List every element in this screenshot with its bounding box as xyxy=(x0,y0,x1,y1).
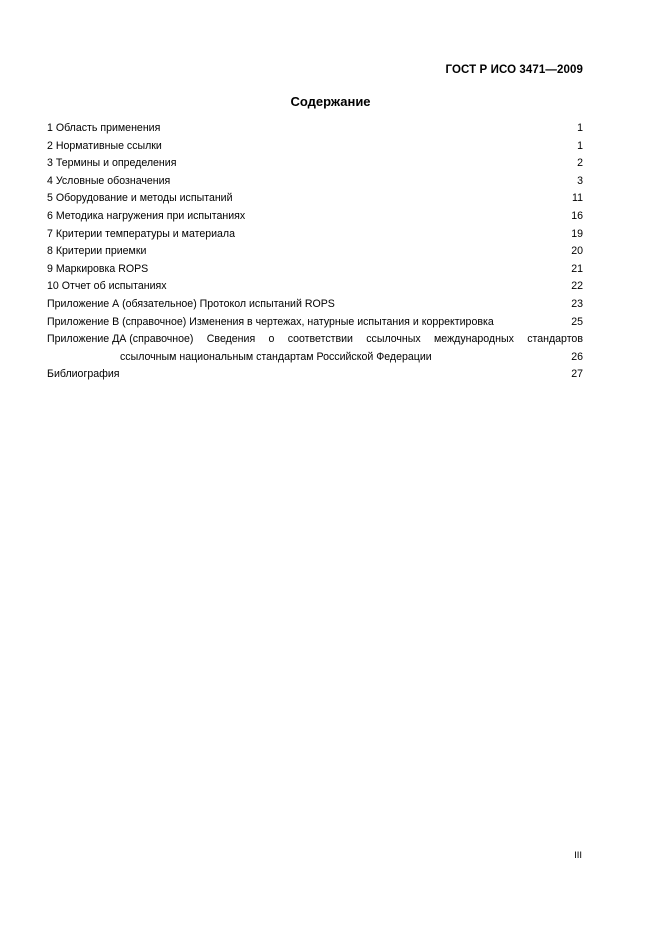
toc-entry-label: Библиография xyxy=(47,368,120,381)
toc-word: Сведения xyxy=(206,333,256,346)
toc-entry-label: 8 Критерии приемки xyxy=(47,245,147,258)
toc-entry-symbols[interactable] xyxy=(47,173,583,191)
toc-word: соответствии xyxy=(287,333,353,346)
toc-entry-page: 26 xyxy=(571,350,583,363)
toc-entry-scope[interactable] xyxy=(47,120,583,138)
toc-word: Приложение ДА (справочное) xyxy=(47,333,194,346)
toc-entry-page: 27 xyxy=(571,368,583,381)
toc-entry-loading-procedure[interactable] xyxy=(47,208,583,226)
toc-entry-page: 21 xyxy=(571,262,583,275)
toc-entry-normative-references[interactable] xyxy=(47,138,583,156)
document-code: ГОСТ Р ИСО 3471—2009 xyxy=(445,64,583,76)
toc-entry-marking[interactable] xyxy=(47,261,583,279)
toc-word: стандартов xyxy=(527,333,583,346)
page-number: III xyxy=(574,850,582,861)
toc-entry-page: 2 xyxy=(577,157,583,170)
toc-word: ссылочных xyxy=(366,333,421,346)
table-of-contents xyxy=(47,120,583,384)
toc-entry-page: 20 xyxy=(571,245,583,258)
toc-entry-page: 1 xyxy=(577,122,583,134)
toc-entry-label: 3 Термины и определения xyxy=(47,157,177,170)
toc-entry-page: 22 xyxy=(571,280,583,293)
toc-word: международных xyxy=(434,333,514,346)
toc-entry-line-1 xyxy=(47,331,583,349)
toc-entry-page: 19 xyxy=(571,227,583,240)
toc-entry-test-report[interactable] xyxy=(47,278,583,296)
toc-entry-annex-b[interactable] xyxy=(47,314,583,332)
toc-entry-page: 1 xyxy=(577,139,583,152)
toc-entry-temperature-criteria[interactable] xyxy=(47,226,583,244)
toc-entry-page: 11 xyxy=(572,192,583,205)
toc-word: о xyxy=(268,333,275,346)
toc-entry-equipment[interactable] xyxy=(47,190,583,208)
toc-entry-label: 7 Критерии температуры и материала xyxy=(47,227,235,240)
toc-entry-annex-a[interactable] xyxy=(47,296,583,314)
toc-entry-bibliography[interactable] xyxy=(47,366,583,384)
toc-entry-label: ссылочным национальным стандартам Российской Федерации xyxy=(120,350,432,363)
toc-entry-label: 1 Область применения xyxy=(47,122,161,134)
toc-entry-page: 3 xyxy=(577,174,583,187)
toc-entry-annex-da[interactable] xyxy=(47,331,583,366)
toc-entry-label: 9 Маркировка ROPS xyxy=(47,262,149,275)
toc-entry-page: 16 xyxy=(571,209,583,222)
toc-entry-page: 23 xyxy=(571,297,583,310)
toc-entry-page: 25 xyxy=(571,315,583,328)
toc-entry-label: 10 Отчет об испытаниях xyxy=(47,280,167,293)
toc-entry-label: 6 Методика нагружения при испытаниях xyxy=(47,209,246,222)
toc-entry-label: Приложение А (обязательное) Протокол испытаний ROPS xyxy=(47,297,335,310)
toc-entry-label: 2 Нормативные ссылки xyxy=(47,139,162,152)
toc-entry-terms[interactable] xyxy=(47,155,583,173)
toc-entry-line-2 xyxy=(47,349,583,367)
toc-entry-label: Приложение В (справочное) Изменения в чертежах, натурные испытания и корректировка xyxy=(47,315,494,328)
toc-entry-label: 4 Условные обозначения xyxy=(47,174,171,187)
toc-entry-label: 5 Оборудование и методы испытаний xyxy=(47,192,233,205)
toc-entry-acceptance-criteria[interactable] xyxy=(47,243,583,261)
page-title: Содержание xyxy=(290,94,371,109)
